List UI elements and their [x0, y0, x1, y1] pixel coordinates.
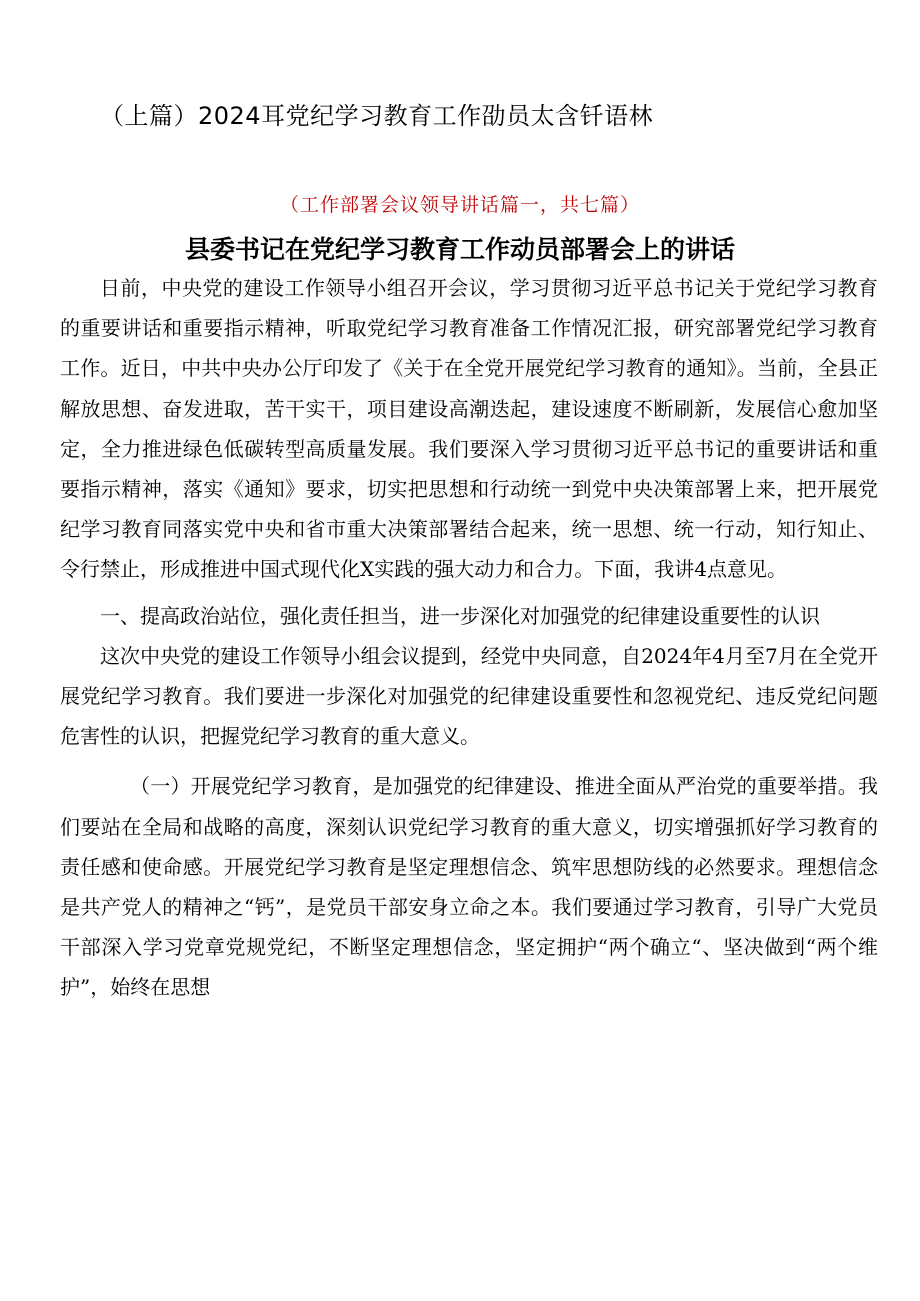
speech-heading: 县委书记在党纪学习教育工作动员部署会上的讲话	[184, 235, 735, 264]
document-subtitle: （工作部署会议领导讲话篇一，共七篇）	[279, 194, 640, 216]
document-title: （上篇）2024耳党纪学习教育工作劭员太含钎语林	[100, 102, 654, 130]
paragraph-section-1: 这次中央党的建设工作领导小组会议提到，经党中央同意，自2024年4月至7月在全党开展党纪学习教育。我们要进一步深化对加强党的纪律建设重要性和忽视党纪、违反党纪问题危害性的认识，把握党纪学习教育的重大意义。	[60, 643, 878, 749]
section-heading-1: 一、提高政治站位，强化责任担当，进一步深化对加强党的纪律建设重要性的认识	[100, 603, 820, 628]
document-body	[60, 268, 878, 1008]
subsection-1: （一）开展党纪学习教育，是加强党的纪律建设、推进全面从严治党的重要举措。我们要站在全局和战略的高度，深刻认识党纪学习教育的重大意义，切实增强抓好学习教育的责任感和使命感。开展党纪学习教育是坚定理想信念、筑牢思想防线的必然要求。理想信念是共产党人的精神之“钙”，是党员干部安身立命之本。我们要通过学习教育，引导广大党员干部深入学习党章党规党纪，不断坚定理想信念，坚定拥护“两个确立“、坚决做到“两个维护”，始终在思想	[60, 774, 878, 1000]
paragraph-intro: 日前，中央党的建设工作领导小组召开会议，学习贯彻习近平总书记关于党纪学习教育的重要讲话和重要指示精神，听取党纪学习教育准备工作情况汇报，研究部署党纪学习教育工作。近日，中共中央办公厅印发了《关于在全党开展党纪学习教育的通知》。当前，全县正解放思想、奋发进取，苦干实干，项目建设高潮迭起，建设速度不断刷新，发展信心愈加坚定，全力推进绿色低碳转型高质量发展。我们要深入学习贯彻习近平总书记的重要讲话和重要指示精神，落实《通知》要求，切实把思想和行动统一到党中央决策部署上来，把开展党纪学习教育同落实党中央和省市重大决策部署结合起来，统一思想、统一行动，知行知止、令行禁止，形成推进中国式现代化X实践的强大动力和合力。下面，我讲4点意见。	[60, 276, 878, 582]
